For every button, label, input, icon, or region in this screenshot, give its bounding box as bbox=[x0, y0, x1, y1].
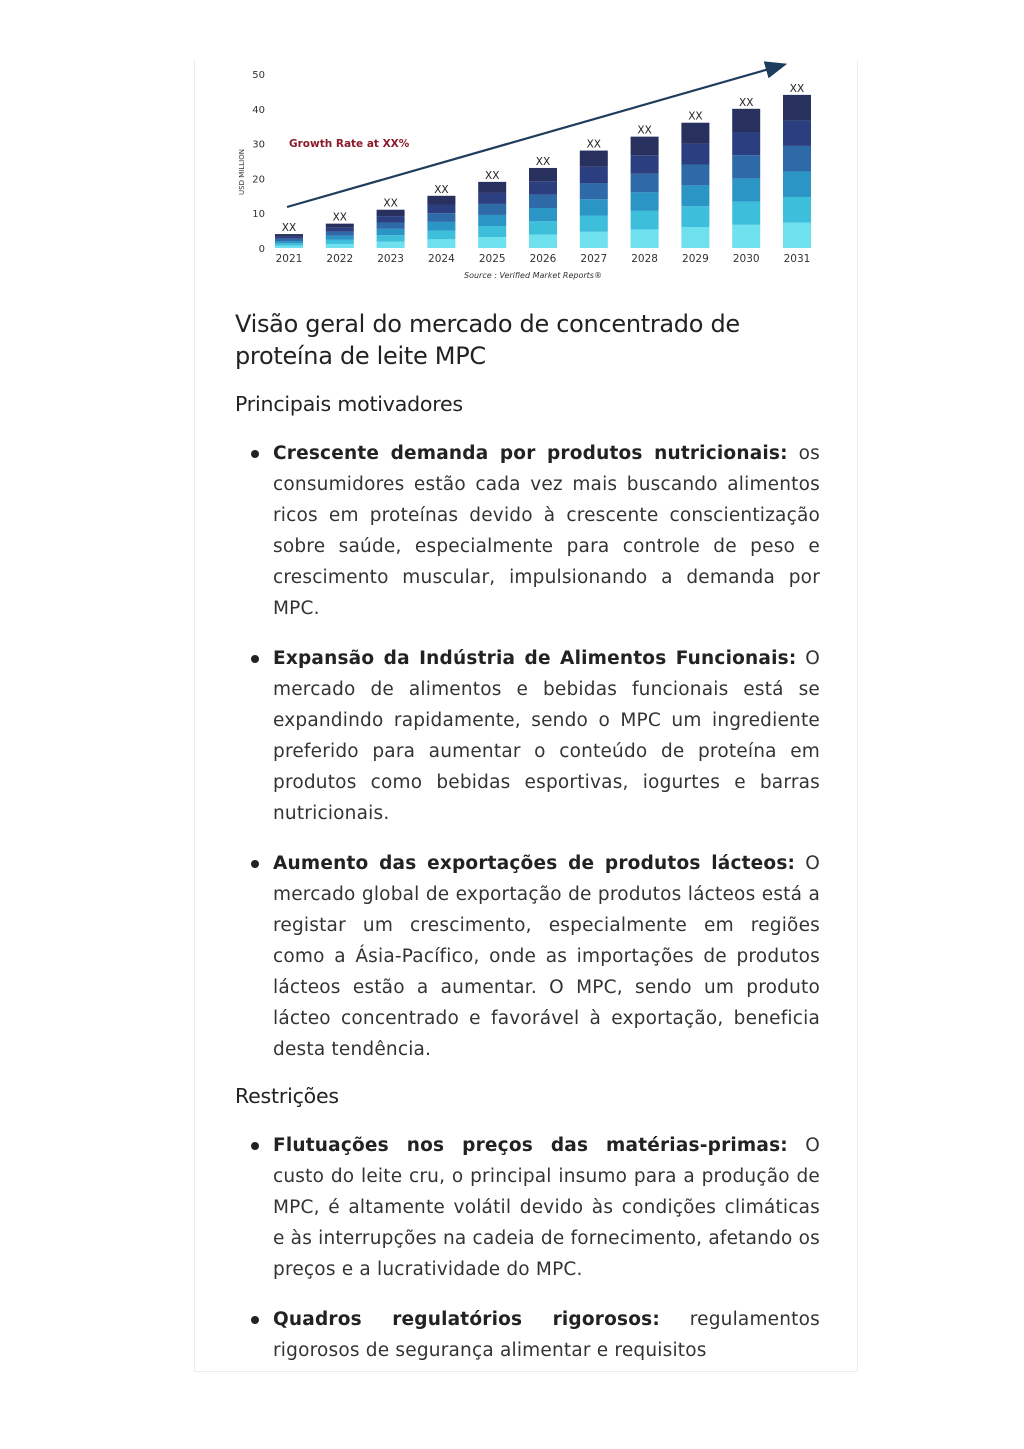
growth-rate-annotation: Growth Rate at XX% bbox=[289, 138, 410, 150]
bar-segment bbox=[377, 235, 405, 241]
bar-segment bbox=[529, 235, 557, 248]
bar-segment bbox=[732, 155, 760, 178]
x-tick-label: 2021 bbox=[275, 253, 303, 265]
drivers-list bbox=[235, 438, 820, 1065]
data-label: XX bbox=[789, 82, 805, 95]
bar-segment bbox=[783, 222, 811, 248]
bar-segment bbox=[732, 109, 760, 132]
bar-segment bbox=[275, 234, 303, 236]
bar-segment bbox=[783, 146, 811, 172]
data-label: XX bbox=[586, 138, 601, 151]
item-text: regulamentos rigorosos de segurança alimentar e requisitos bbox=[273, 1309, 820, 1361]
list-item bbox=[235, 1130, 820, 1285]
list-item bbox=[235, 1304, 820, 1366]
drivers-heading: Principais motivadores bbox=[235, 392, 463, 416]
bar-segment bbox=[529, 181, 557, 194]
market-chart-svg bbox=[235, 60, 825, 285]
bar-2029 bbox=[681, 123, 709, 248]
data-label: XX bbox=[637, 124, 652, 137]
y-tick-label: 30 bbox=[252, 139, 265, 151]
bar-segment bbox=[377, 210, 405, 216]
y-tick-label: 20 bbox=[252, 174, 265, 186]
data-label: XX bbox=[688, 110, 703, 123]
bar-segment bbox=[580, 151, 608, 167]
x-tick-label: 2026 bbox=[529, 253, 557, 265]
bar-segment bbox=[326, 236, 354, 240]
x-tick-label: 2031 bbox=[783, 253, 811, 265]
y-tick-label: 50 bbox=[252, 70, 265, 81]
bar-segment bbox=[681, 227, 709, 248]
bar-segment bbox=[529, 195, 557, 208]
item-text: O custo do leite cru, o principal insumo para a produção de MPC, é altamente volátil devido às condições climáticas e às interrupções na cadeia de fornecimento, afetando os preços e a lucratividade do MPC. bbox=[273, 1135, 820, 1280]
bar-segment bbox=[631, 192, 659, 211]
x-tick-label: 2025 bbox=[478, 253, 506, 265]
data-label: XX bbox=[739, 96, 754, 109]
market-chart bbox=[235, 60, 825, 285]
bar-segment bbox=[580, 199, 608, 215]
y-tick-label: 0 bbox=[258, 244, 265, 255]
bar-segment bbox=[631, 211, 659, 230]
bar-segment bbox=[326, 240, 354, 244]
x-tick-label: 2023 bbox=[377, 253, 404, 265]
bar-segment bbox=[681, 185, 709, 206]
item-title: Quadros regulatórios rigorosos: bbox=[273, 1309, 660, 1330]
bar-segment bbox=[427, 213, 455, 222]
bar-segment bbox=[275, 239, 303, 241]
bar-segment bbox=[478, 226, 506, 237]
bar-segment bbox=[478, 204, 506, 215]
bar-2030 bbox=[732, 109, 760, 248]
bar-2025 bbox=[478, 182, 506, 248]
x-tick-label: 2024 bbox=[428, 253, 455, 265]
list-item bbox=[235, 643, 820, 829]
bar-2021 bbox=[275, 234, 303, 248]
bar-segment bbox=[377, 216, 405, 222]
item-title: Expansão da Indústria de Alimentos Funcionais: bbox=[273, 648, 797, 669]
bar-segment bbox=[783, 171, 811, 197]
page-title: Visão geral do mercado de concentrado de proteína de leite MPC bbox=[235, 310, 740, 370]
bar-segment bbox=[580, 232, 608, 248]
list-item bbox=[235, 438, 820, 624]
bar-segment bbox=[631, 229, 659, 248]
bar-segment bbox=[631, 174, 659, 193]
restraints-heading: Restrições bbox=[235, 1084, 339, 1108]
content-card bbox=[194, 60, 858, 1372]
bar-segment bbox=[529, 168, 557, 181]
bar-segment bbox=[275, 236, 303, 238]
x-tick-label: 2028 bbox=[631, 253, 658, 265]
bar-segment bbox=[326, 228, 354, 232]
y-axis-label: USD MILLION bbox=[238, 149, 246, 195]
restraints-list bbox=[235, 1130, 820, 1366]
list-item bbox=[235, 848, 820, 1065]
item-text: O mercado global de exportação de produtos lácteos está a registar um crescimento, especialmente em regiões como a Ásia-Pacífico, onde as importações de produtos lácteos estão a aumentar. O MPC, sendo um produto lácteo concentrado e favorável à exportação, beneficia desta tendência. bbox=[273, 853, 821, 1060]
bar-2022 bbox=[326, 224, 354, 248]
data-label: XX bbox=[434, 183, 449, 196]
bar-segment bbox=[427, 231, 455, 240]
x-tick-label: 2030 bbox=[732, 253, 760, 265]
bar-segment bbox=[732, 202, 760, 225]
item-title: Aumento das exportações de produtos lácteos: bbox=[273, 853, 796, 874]
bar-segment bbox=[681, 123, 709, 144]
x-tick-label: 2027 bbox=[580, 253, 608, 265]
bar-segment bbox=[631, 137, 659, 156]
bar-segment bbox=[377, 242, 405, 248]
bar-2031 bbox=[783, 95, 811, 248]
x-tick-label: 2029 bbox=[682, 253, 709, 265]
bar-segment bbox=[326, 244, 354, 248]
bar-segment bbox=[681, 206, 709, 227]
bar-segment bbox=[732, 178, 760, 201]
bar-segment bbox=[478, 215, 506, 226]
bar-segment bbox=[580, 167, 608, 183]
bar-segment bbox=[580, 183, 608, 199]
bar-segment bbox=[529, 221, 557, 234]
bar-segment bbox=[427, 205, 455, 214]
bar-segment bbox=[478, 182, 506, 193]
item-text: os consumidores estão cada vez mais buscando alimentos ricos em proteínas devido à crescente conscientização sobre saúde, especialmente para controle de peso e crescimento muscular, impulsionando a demanda por MPC. bbox=[273, 443, 820, 619]
bar-segment bbox=[478, 193, 506, 204]
bar-segment bbox=[275, 243, 303, 245]
data-label: XX bbox=[383, 197, 398, 210]
item-title: Flutuações nos preços das matérias-primas: bbox=[273, 1135, 788, 1156]
data-label: XX bbox=[535, 155, 551, 168]
bar-segment bbox=[529, 208, 557, 221]
bar-2026 bbox=[529, 168, 557, 248]
bar-segment bbox=[783, 120, 811, 146]
bar-segment bbox=[326, 232, 354, 236]
bar-segment bbox=[478, 237, 506, 248]
y-tick-label: 10 bbox=[252, 209, 265, 221]
bar-segment bbox=[783, 95, 811, 121]
bar-2023 bbox=[377, 210, 405, 248]
bar-segment bbox=[681, 164, 709, 185]
bar-segment bbox=[427, 222, 455, 231]
bar-segment bbox=[580, 216, 608, 232]
y-tick-label: 40 bbox=[252, 104, 265, 116]
item-title: Crescente demanda por produtos nutricionais: bbox=[273, 443, 788, 464]
bar-segment bbox=[427, 239, 455, 248]
bar-2024 bbox=[427, 196, 455, 248]
bar-segment bbox=[427, 196, 455, 205]
article-content bbox=[235, 308, 820, 1372]
data-label: XX bbox=[332, 211, 347, 224]
chart-source: Source : Verified Market Reports® bbox=[464, 271, 602, 280]
bar-segment bbox=[783, 197, 811, 223]
item-text: O mercado de alimentos e bebidas funcionais está se expandindo rapidamente, sendo o MPC um ingrediente preferido para aumentar o conteúdo de proteína em produtos como bebidas esportivas, iogurtes e barras nutricionais. bbox=[273, 648, 821, 824]
bar-segment bbox=[275, 246, 303, 248]
bar-segment bbox=[326, 224, 354, 228]
bar-segment bbox=[631, 155, 659, 174]
bar-2028 bbox=[631, 137, 659, 248]
bar-segment bbox=[377, 222, 405, 228]
bar-segment bbox=[732, 225, 760, 248]
bar-2027 bbox=[580, 151, 608, 248]
bar-segment bbox=[377, 229, 405, 235]
x-tick-label: 2022 bbox=[326, 253, 354, 265]
data-label: XX bbox=[281, 222, 297, 235]
bar-segment bbox=[275, 241, 303, 243]
bar-segment bbox=[732, 132, 760, 155]
bar-segment bbox=[681, 144, 709, 165]
data-label: XX bbox=[485, 169, 500, 182]
